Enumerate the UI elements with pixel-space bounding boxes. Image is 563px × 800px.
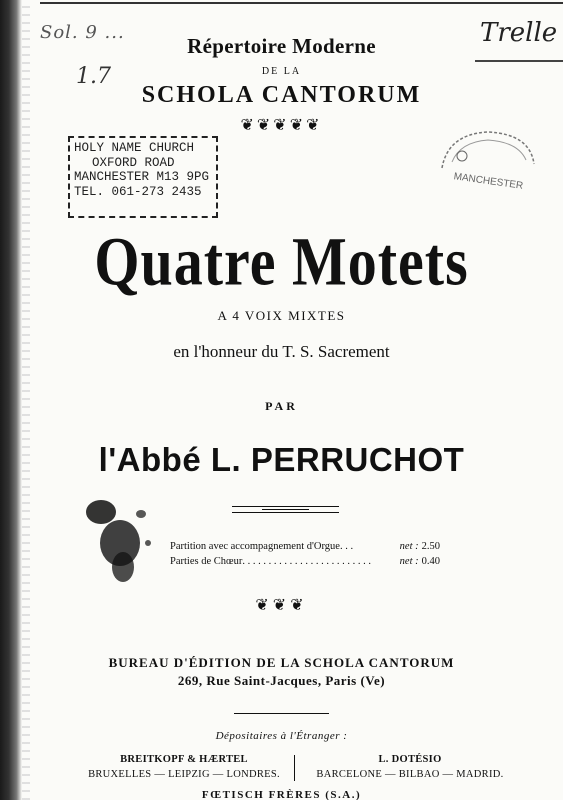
price-row (170, 539, 440, 554)
work-title: Quatre Motets (94, 223, 469, 300)
ink-stain (86, 500, 116, 524)
middle-ornament: ❦❦❦ (255, 597, 308, 614)
ink-stain (145, 540, 151, 546)
church-stamp (68, 136, 218, 218)
divider-rule (232, 506, 339, 507)
divider-rule-bottom (234, 713, 329, 714)
voicing: A 4 VOIX MIXTES (217, 308, 346, 323)
depositary-cities: BRUXELLES — LEIPZIG — LONDRES. (88, 769, 280, 780)
series-schola: SCHOLA CANTORUM (141, 82, 422, 108)
price-amount: 0.40 (421, 556, 440, 567)
publisher-address: 269, Rue Saint-Jacques, Paris (Ve) (177, 673, 386, 688)
stamp-line: MANCHESTER M13 9PG (74, 170, 210, 184)
par-label: PAR (265, 399, 298, 413)
divider-rule-short (262, 509, 309, 510)
divider-rule (232, 512, 339, 513)
price-row (170, 554, 440, 569)
publisher-name: BUREAU D'ÉDITION DE LA SCHOLA CANTORUM (108, 655, 455, 670)
depositary-right (280, 754, 540, 780)
price-label: Parties de Chœur (170, 556, 243, 567)
stamp-line: TEL. 061-273 2435 (74, 184, 202, 199)
seal-text: MANCHESTER (452, 171, 524, 192)
price-net: net : (399, 556, 419, 567)
signature-underline (475, 60, 563, 62)
header-ornament: ❦❦❦❦❦ (240, 117, 323, 134)
stamp-line: OXFORD ROAD (92, 155, 175, 170)
price-net: net : (399, 541, 419, 552)
price-leader: . . . (339, 541, 354, 552)
foreign-depositaries-label: Dépositaires à l'Étranger : (215, 730, 348, 742)
stamp-line: HOLY NAME CHURCH (74, 141, 195, 155)
depositary-cities: BARCELONE — BILBAO — MADRID. (316, 769, 504, 780)
depositary-foetisch: FŒTISCH FRÈRES (S.A.) (201, 789, 362, 800)
price-label: Partition avec accompagnement d'Orgue (170, 541, 340, 552)
series-de-la: DE LA (261, 66, 302, 77)
depositary-left (54, 754, 314, 780)
series-title: Répertoire Moderne (187, 34, 376, 58)
price-leader: . . . . . . . . . . . . . . . . . . . . . . . . . (242, 556, 371, 567)
embossed-seal (438, 128, 538, 198)
price-amount: 2.50 (421, 541, 440, 552)
top-border (40, 2, 563, 4)
handwritten-number: 1.7 (76, 64, 111, 89)
depositary-name: BREITKOPF & HÆRTEL (120, 754, 248, 765)
handwritten-note-top-left: Sol. 9 ... (40, 22, 125, 43)
price-list (170, 539, 440, 569)
composer: l'Abbé L. PERRUCHOT (98, 441, 465, 478)
handwritten-signature: Trelle (480, 18, 558, 48)
ink-stain (112, 552, 134, 582)
dedication: en l'honneur du T. S. Sacrement (173, 342, 390, 361)
depositary-name: L. DOTÉSIO (378, 754, 442, 765)
ink-stain (136, 510, 146, 518)
